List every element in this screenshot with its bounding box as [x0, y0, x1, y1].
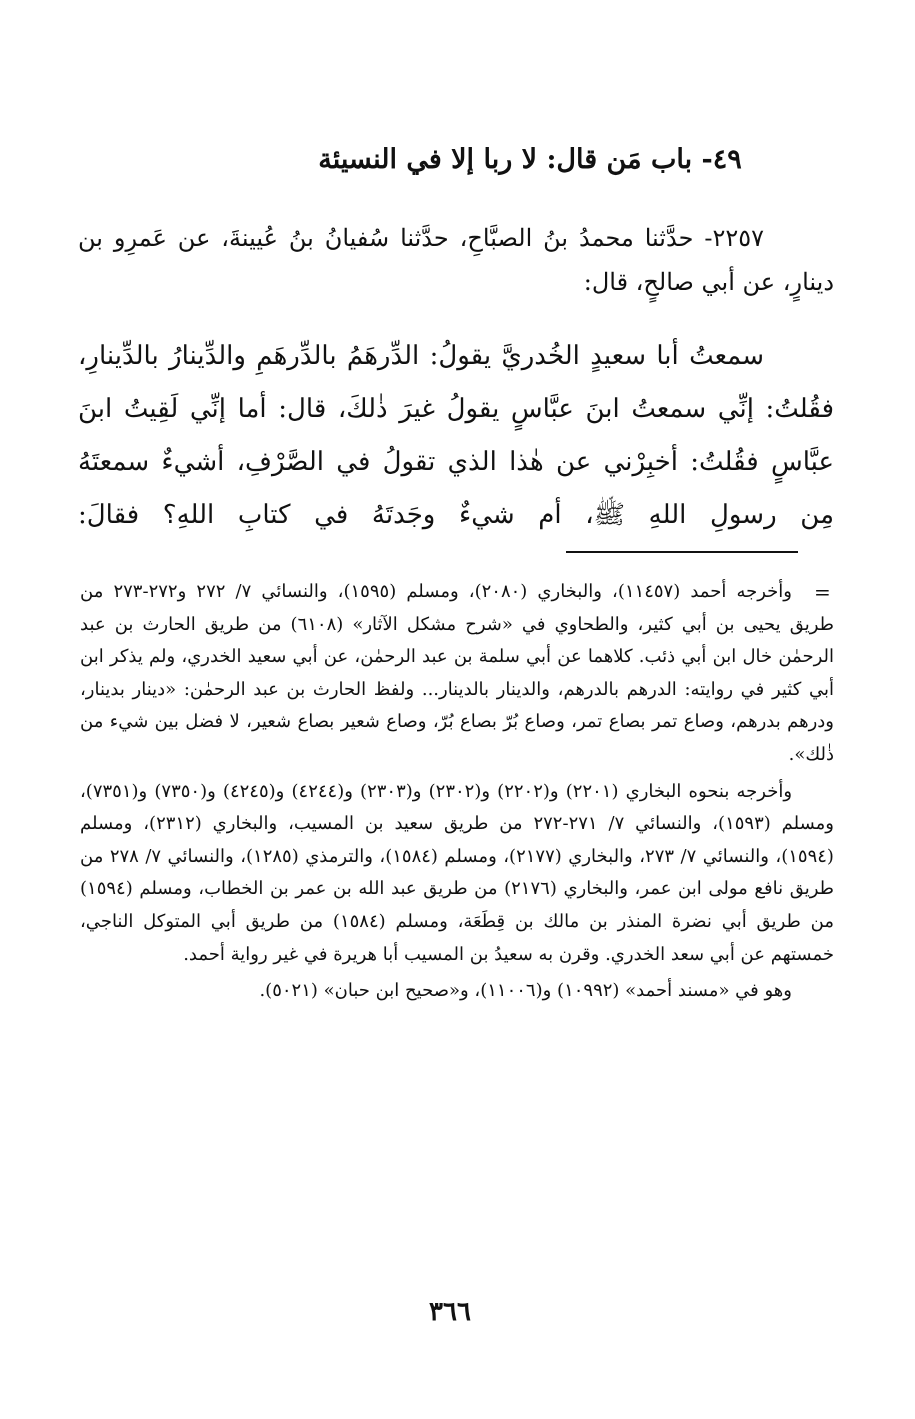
footnote-separator	[566, 551, 798, 553]
footnote-paragraph	[80, 975, 834, 1008]
footnote-text: وأخرجه أحمد (١١٤٥٧)، والبخاري (٢٠٨٠)، ومسلم (١٥٩٥)، والنسائي ٧/ ٢٧٢ و٢٧٢-٢٧٣ من طريق يحيى بن أبي كثير، والطحاوي في «شرح مشكل الآثار» (٦١٠٨) من طريق الحارث بن عبد الرحمٰن خال ابن أبي ذئب. كلاهما عن أبي سلمة بن عبد الرحمٰن، عن أبي سعيد الخدري، ولم يذكر ابن أبي كثير في روايته: الدرهم بالدرهم، والدينار بالدينار... ولفظ الحارث بن عبد الرحمٰن: «دينار بدينار، ودرهم بدرهم، وصاع تمر بصاع تمر، وصاع بُرّ بصاع بُرّ، وصاع شعير بصاع شعير، لا فضل بين شيء من ذٰلك».	[80, 581, 835, 765]
hadith-isnad	[78, 216, 834, 304]
footnote-paragraph	[80, 776, 834, 972]
footnote-text: وهو في «مسند أحمد» (١٠٩٩٢) و(١١٠٠٦)، و«صحيح ابن حبان» (٥٠٢١).	[259, 980, 792, 1002]
chapter-title: ٤٩- باب مَن قال: لا ربا إلا في النسيئة	[318, 144, 742, 175]
footnotes	[80, 576, 834, 1012]
hadith-matn-text: سمعتُ أبا سعيدٍ الخُدريَّ يقولُ: الدِّرهَمُ بالدِّرهَمِ والدِّينارُ بالدِّينارِ، فقُلتُ: إنِّي سمعتُ ابنَ عبَّاسٍ يقولُ غيرَ ذٰلكَ، قال: أما إنِّي لَقِيتُ ابنَ عبَّاسٍ فقُلتُ: أخبِرْني عن هٰذا الذي تقولُ في الصَّرْفِ، أشيءٌ سمعتَهُ مِن رسولِ اللهِ ﷺ، أم شيءٌ وجَدتَهُ في كتابِ اللهِ؟ فقالَ:	[78, 341, 834, 530]
footnote-text: وأخرجه بنحوه البخاري (٢٢٠١) و(٢٢٠٢) و(٢٣٠٢) و(٢٣٠٣) و(٤٢٤٤) و(٤٢٤٥) و(٧٣٥٠) و(٧٣٥١)، ومسلم (١٥٩٣)، والنسائي ٧/ ٢٧١-٢٧٢ من طريق سعيد بن المسيب، والبخاري (٢٣١٢)، ومسلم (١٥٩٤)، والنسائي ٧/ ٢٧٣، والبخاري (٢١٧٧)، ومسلم (١٥٨٤)، والترمذي (١٢٨٥)، والنسائي ٧/ ٢٧٨ من طريق نافع مولى ابن عمر، والبخاري (٢١٧٦) من طريق عبد الله بن عمر بن الخطاب، ومسلم (١٥٩٤) من طريق أبي نضرة المنذر بن مالك بن قِطَعَة، ومسلم (١٥٨٤) من طريق أبي المتوكل الناجي، خمستهم عن أبي سعد الخدري. وقرن به سعيدُ بن المسيب أبا هريرة في غير رواية أحمد.	[80, 780, 834, 965]
hadith-isnad-text: ٢٢٥٧- حدَّثنا محمدُ بنُ الصبَّاحِ، حدَّثنا سُفيانُ بنُ عُيينةَ، عن عَمرِو بن دينارٍ، عن أبي صالحٍ، قال:	[78, 224, 834, 296]
page-number: ٣٦٦	[429, 1297, 471, 1327]
hadith-matn	[78, 330, 834, 542]
footnote-paragraph	[80, 576, 834, 772]
footnote-continuation-marker: =	[814, 580, 831, 604]
